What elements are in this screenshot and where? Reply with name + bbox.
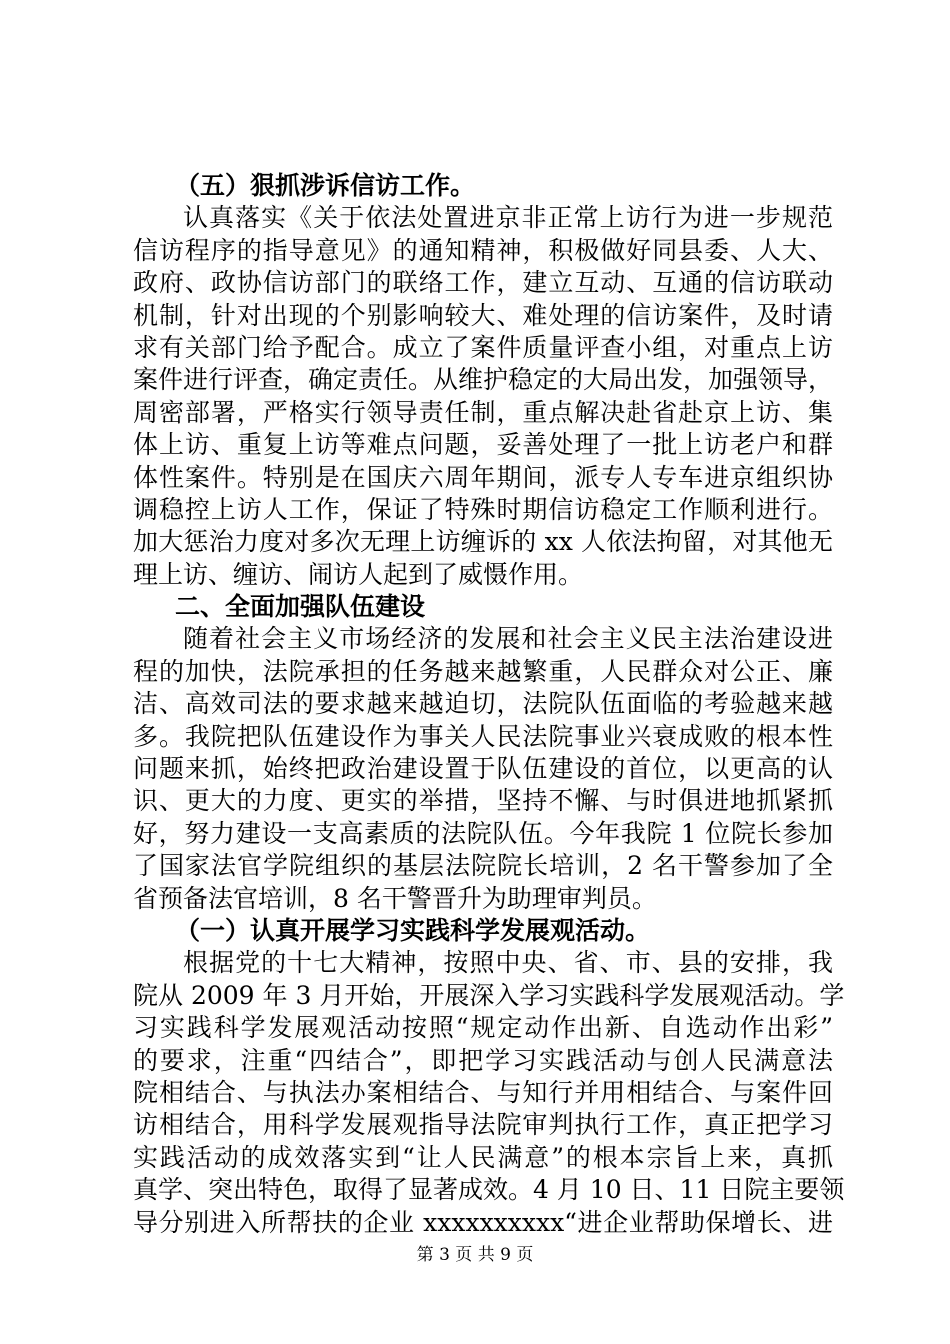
text-line: 机制，针对出现的个别影响较大、难处理的信访案件，及时请 <box>133 300 833 330</box>
text-line: 访相结合，用科学发展观指导法院审判执行工作，真正把学习 <box>133 1110 833 1140</box>
text-line: 好，努力建设一支高素质的法院队伍。今年我院 1 位院长参加 <box>133 818 833 848</box>
section-heading-2: 二、全面加强队伍建设 <box>175 592 426 622</box>
text-line: 信访程序的指导意见》的通知精神，积极做好同县委、人大、 <box>133 235 833 265</box>
document-body <box>133 170 845 1239</box>
page-footer <box>0 1240 950 1265</box>
text-line: 实践活动的成效落实到“让人民满意”的根本宗旨上来，真抓 <box>133 1142 833 1172</box>
text-line: 调稳控上访人工作，保证了特殊时期信访稳定工作顺利进行。 <box>133 494 833 524</box>
text-line: 体上访、重复上访等难点问题，妥善处理了一批上访老户和群 <box>133 430 833 460</box>
page-number: 第 3 页 共 9 页 <box>416 1245 534 1265</box>
text-line: 院从 2009 年 3 月开始，开展深入学习实践科学发展观活动。学 <box>133 980 845 1010</box>
text-line: 习实践科学发展观活动按照“规定动作出新、自选动作出彩” <box>133 1013 833 1043</box>
text-line: 院相结合、与执法办案相结合、与知行并用相结合、与案件回 <box>133 1077 833 1107</box>
text-line: 求有关部门给予配合。成立了案件质量评查小组，对重点上访 <box>133 332 833 362</box>
section-heading-1: （一）认真开展学习实践科学发展观活动。 <box>175 915 651 945</box>
text-line: 了国家法官学院组织的基层法院院长培训，2 名干警参加了全 <box>133 851 833 881</box>
text-line: 导分别进入所帮扶的企业 xxxxxxxxxx“进企业帮助保增长、进 <box>133 1207 833 1237</box>
text-line: 省预备法官培训，8 名干警晋升为助理审判员。 <box>133 883 657 913</box>
text-line: 理上访、缠访、闹访人起到了威慑作用。 <box>133 559 584 589</box>
paragraph-petition-work <box>133 202 833 591</box>
text-line: 多。我院把队伍建设作为事关人民法院事业兴衰成败的根本性 <box>133 721 833 751</box>
text-line: 真学、突出特色，取得了显著成效。4 月 10 日、11 日院主要领 <box>133 1175 845 1205</box>
text-line: 洁、高效司法的要求越来越迫切，法院队伍面临的考验越来越 <box>133 689 833 719</box>
text-line: 随着社会主义市场经济的发展和社会主义民主法治建设进 <box>183 624 833 654</box>
paragraph-team-building <box>133 623 833 915</box>
text-line: 周密部署，严格实行领导责任制，重点解决赴省赴京上访、集 <box>133 397 833 427</box>
text-line: 加大惩治力度对多次无理上访缠诉的 xx 人依法拘留，对其他无 <box>133 527 833 557</box>
text-line: 的要求，注重“四结合”，即把学习实践活动与创人民满意法 <box>133 1045 833 1075</box>
text-line: 政府、政协信访部门的联络工作，建立互动、互通的信访联动 <box>133 268 833 298</box>
text-line: 识、更大的力度、更实的举措，坚持不懈、与时俱进地抓紧抓 <box>133 786 833 816</box>
text-line: 程的加快，法院承担的任务越来越繁重，人民群众对公正、廉 <box>133 656 833 686</box>
text-line: 根据党的十七大精神，按照中央、省、市、县的安排，我 <box>183 948 833 978</box>
paragraph-scientific-development <box>133 947 845 1239</box>
text-line: 案件进行评查，确定责任。从维护稳定的大局出发，加强领导， <box>133 365 834 395</box>
text-line: 问题来抓，始终把政治建设置于队伍建设的首位，以更高的认 <box>133 754 833 784</box>
section-heading-5: （五）狠抓涉诉信访工作。 <box>175 171 476 200</box>
text-line: 认真落实《关于依法处置进京非正常上访行为进一步规范 <box>183 203 833 233</box>
text-line: 体性案件。特别是在国庆六周年期间，派专人专车进京组织协 <box>133 462 833 492</box>
